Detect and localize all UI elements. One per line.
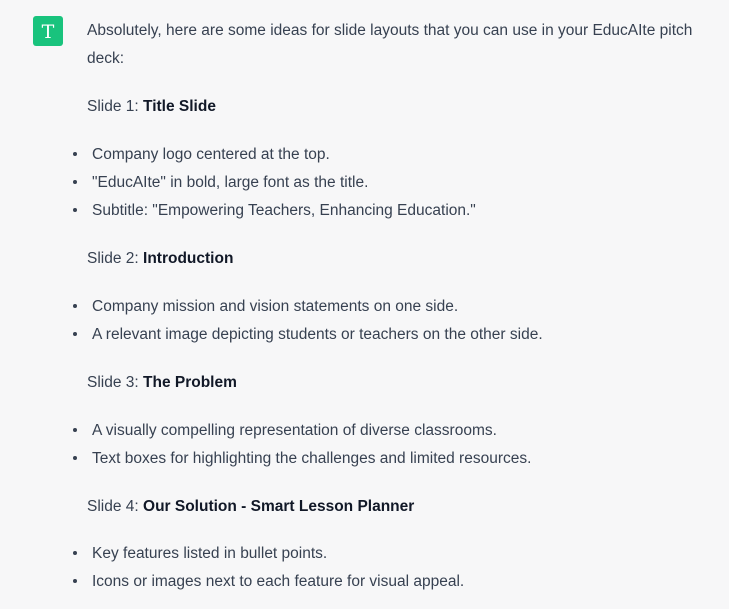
list-item-text: Subtitle: "Empowering Teachers, Enhancing Education." — [92, 202, 476, 219]
slide-prefix: Slide 1: — [87, 98, 144, 115]
bullet-icon — [73, 304, 77, 308]
slide-heading — [87, 369, 717, 397]
bullet-list — [81, 293, 711, 349]
bullet-list — [81, 417, 711, 473]
list-item-text: A relevant image depicting students or teachers on the other side. — [92, 326, 543, 343]
list-item — [81, 293, 711, 321]
slide-title: Introduction — [143, 250, 234, 267]
list-item — [81, 568, 711, 596]
intro-text: Absolutely, here are some ideas for slide layouts that you can use in your EducAIte pitch deck: — [87, 22, 693, 67]
list-item — [81, 169, 711, 197]
list-item-text: Text boxes for highlighting the challenges and limited resources. — [92, 450, 532, 467]
bullet-icon — [73, 332, 77, 336]
list-item-text: Company logo centered at the top. — [92, 146, 330, 163]
slide-heading — [87, 93, 717, 121]
bullet-icon — [73, 152, 77, 156]
list-item-text: A visually compelling representation of diverse classrooms. — [92, 422, 497, 439]
list-item — [81, 445, 711, 473]
bullet-icon — [73, 208, 77, 212]
bullet-icon — [73, 180, 77, 184]
openai-logo-icon — [37, 20, 59, 42]
list-item-text: "EducAIte" in bold, large font as the title. — [92, 174, 369, 191]
bullet-list — [81, 540, 711, 596]
list-item-text: Company mission and vision statements on one side. — [92, 298, 459, 315]
bullet-icon — [73, 551, 77, 555]
slide-heading — [87, 493, 717, 521]
bullet-icon — [73, 456, 77, 460]
slide-prefix: Slide 3: — [87, 374, 144, 391]
slide-heading — [87, 245, 717, 273]
list-item — [81, 197, 711, 225]
bullet-icon — [73, 579, 77, 583]
slide-title: Our Solution - Smart Lesson Planner — [143, 498, 415, 515]
bullet-icon — [73, 428, 77, 432]
slide-prefix: Slide 4: — [87, 498, 144, 515]
list-item — [81, 540, 711, 568]
list-item — [81, 141, 711, 169]
list-item-text: Key features listed in bullet points. — [92, 545, 328, 562]
slide-title: Title Slide — [143, 98, 216, 115]
list-item — [81, 321, 711, 349]
svg-text:T: T — [41, 21, 55, 42]
slide-title: The Problem — [143, 374, 237, 391]
bullet-list — [81, 141, 711, 225]
list-item — [81, 417, 711, 445]
slide-prefix: Slide 2: — [87, 250, 144, 267]
assistant-avatar — [33, 16, 63, 46]
message-content — [87, 17, 717, 596]
list-item-text: Icons or images next to each feature for visual appeal. — [92, 573, 465, 590]
